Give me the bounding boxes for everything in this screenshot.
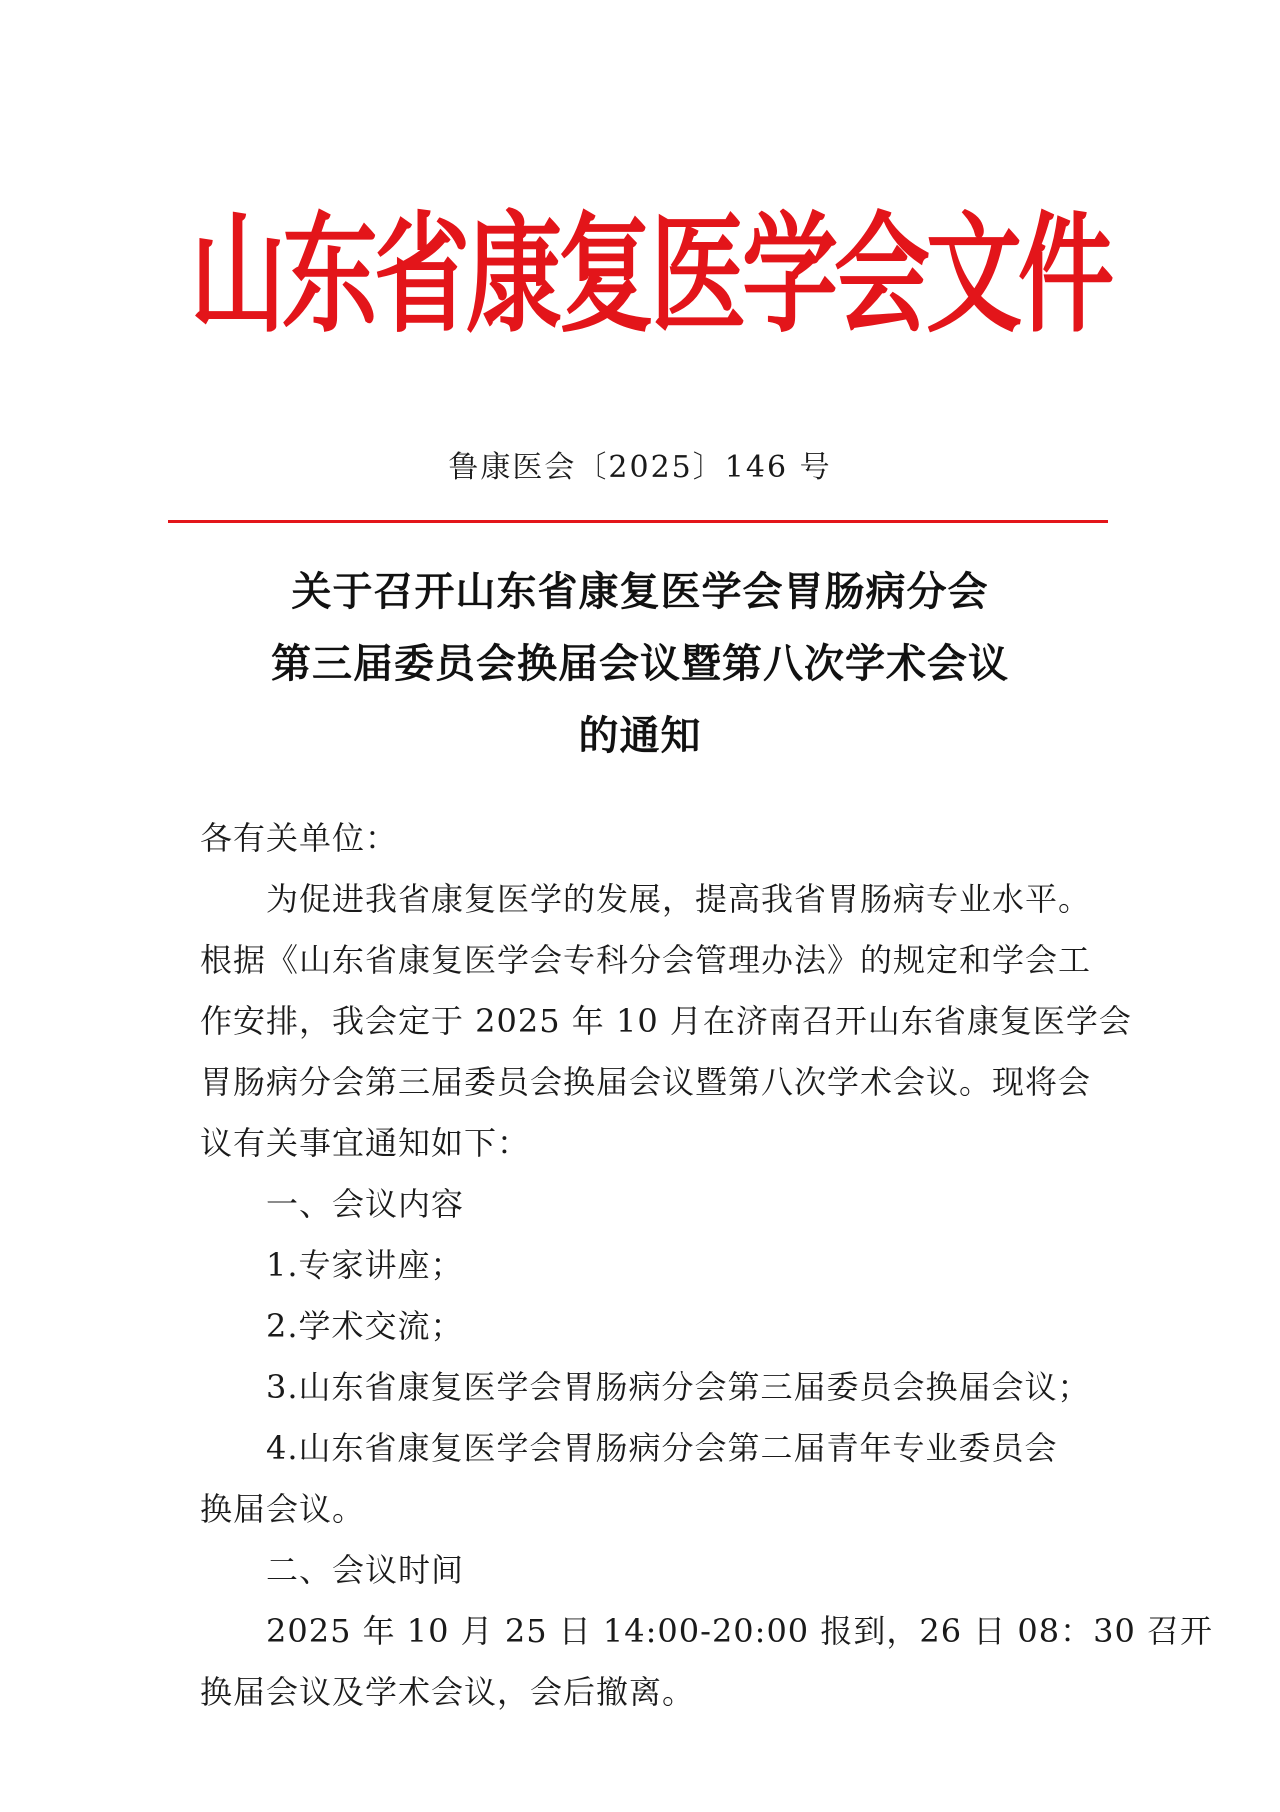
salutation: 各有关单位： [200,819,399,857]
section-1-item-4-line-2: 换届会议。 [200,1490,366,1528]
title-line-2: 第三届委员会换届会议暨第八次学术会议 [271,641,1009,687]
red-divider-rule [168,520,1108,523]
intro-line-2: 根据《山东省康复医学会专科分会管理办法》的规定和学会工 [200,941,1092,979]
notice-title [160,556,1120,772]
intro-line-1: 为促进我省康复医学的发展，提高我省胃肠病专业水平。 [266,880,1092,918]
section-1-item-1: 1.专家讲座； [266,1246,464,1284]
intro-line-3: 作安排，我会定于 2025 年 10 月在济南召开山东省康复医学会 [200,1002,1132,1040]
document-number: 鲁康医会〔2025〕146 号 [448,450,832,485]
section-2-line-1: 2025 年 10 月 25 日 14:00-20:00 报到，26 日 08：30 召开 [266,1612,1214,1650]
masthead-title: 山东省康复医学会文件 [190,198,1110,351]
section-2-heading: 二、会议时间 [266,1551,465,1589]
section-2-line-2: 换届会议及学术会议，会后撤离。 [200,1673,696,1711]
section-1-item-2: 2.学术交流； [266,1307,464,1345]
section-1-heading: 一、会议内容 [266,1185,465,1223]
intro-line-5: 议有关事宜通知如下： [200,1124,531,1162]
title-line-1: 关于召开山东省康复医学会胃肠病分会 [291,569,989,615]
title-line-3: 的通知 [578,713,702,759]
notice-body [200,808,1214,1723]
intro-line-4: 胃肠病分会第三届委员会换届会议暨第八次学术会议。现将会 [200,1063,1092,1101]
section-1-item-4-line-1: 4.山东省康复医学会胃肠病分会第二届青年专业委员会 [266,1429,1058,1467]
section-1-item-3: 3.山东省康复医学会胃肠病分会第三届委员会换届会议； [266,1368,1091,1406]
